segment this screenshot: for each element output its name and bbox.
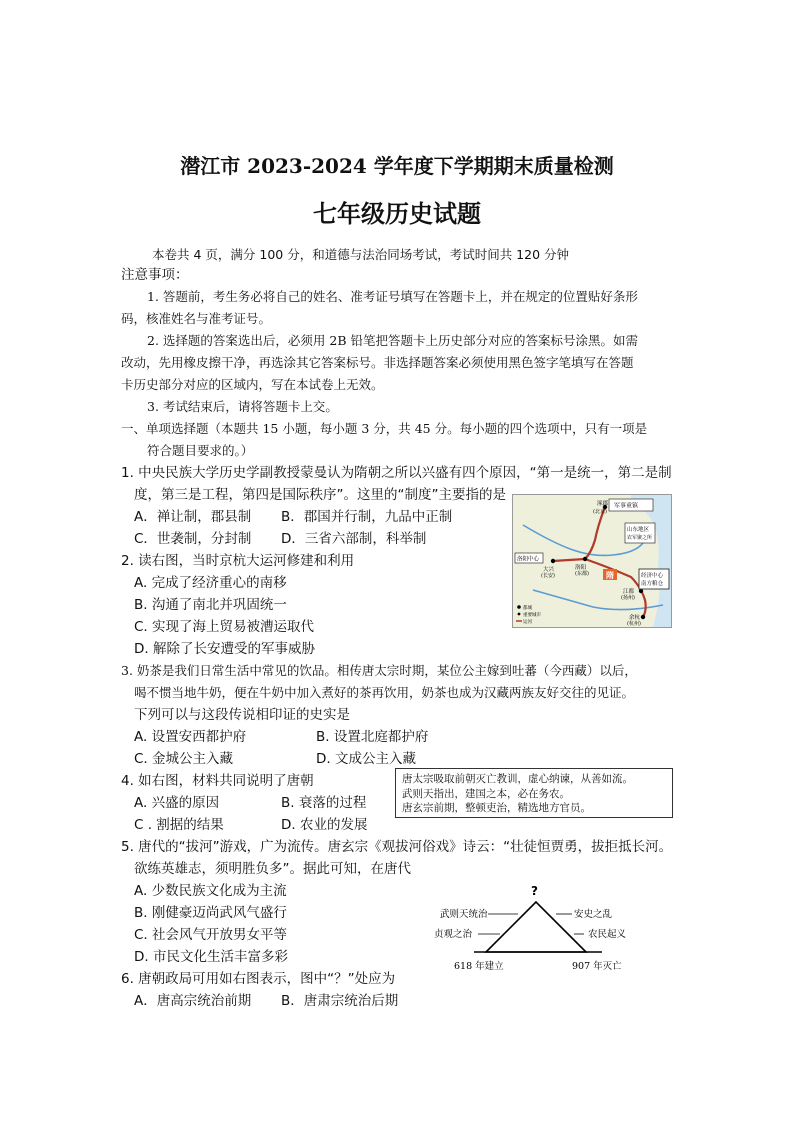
map-label-yuhang: 余杭 — [629, 615, 641, 621]
q6-label-wuzetian: 武则天统治 — [440, 909, 488, 920]
q4-material-line-3: 唐玄宗前期，整顿吏治，精选地方官员。 — [402, 802, 591, 814]
q4-material-box — [395, 768, 673, 818]
q3-stem-line-3: 下列可以与这段传说相印证的史实是 — [134, 707, 350, 723]
q5-stem-line-2: 欲练英雄志，须明胜负多”。据此可知，在唐代 — [134, 861, 411, 877]
map-label-changan: (长安) — [541, 573, 555, 579]
map-label-zhuojun: 涿郡 — [597, 501, 609, 507]
map-label-jiangdu: 江都 — [623, 589, 635, 595]
q6-label-618: 618 年建立 — [454, 961, 504, 972]
map-label-daxing: 大兴 — [543, 567, 555, 573]
q4-stem: 4. 如右图，材料共同说明了唐朝 — [121, 773, 314, 789]
q2-option-c: C. 实现了海上贸易被漕运取代 — [134, 619, 315, 635]
map-label-yangzhou: (扬州) — [621, 595, 635, 601]
map-label-jingji: 经济中心 — [641, 573, 664, 579]
q2-option-b: B. 沟通了南北并巩固统一 — [134, 597, 287, 613]
q6-tang-diagram — [434, 880, 680, 992]
q1-option-a: A．禅让制，郡县制 — [134, 509, 252, 525]
q6-question-mark: ? — [531, 884, 538, 898]
q1-option-b: B．郡国并行制，九品中正制 — [281, 509, 453, 525]
q4-material-line-1: 唐太宗吸取前朝灭亡教训，虚心纳谏，从善如流。 — [402, 773, 633, 785]
q4-option-b: B. 衰落的过程 — [281, 795, 367, 811]
notice-line-5: 卡历史部分对应的区域内，写在本试卷上无效。 — [121, 377, 384, 392]
q3-stem-line-2: 喝不惯当地牛奶，便在牛奶中加入煮好的茶再饮用，奶茶也成为汉藏两族友好交往的见证。 — [134, 685, 635, 700]
notice-line-1: 1. 答题前，考生务必将自己的姓名、准考证号填写在答题卡上，并在规定的位置贴好条形 — [147, 289, 638, 304]
map-label-luoyang-center: 洛阳中心 — [517, 556, 540, 563]
q6-stem: 6. 唐朝政局可用如右图表示，图中“？”处应为 — [121, 971, 396, 987]
section-heading-line-2: 符合题目要求的。） — [147, 443, 254, 458]
q1-option-c: C．世袭制，分封制 — [134, 531, 252, 547]
q3-option-b: B. 设置北庭都护府 — [316, 729, 429, 745]
map-legend-canal: 运河 — [523, 620, 532, 625]
map-label-sui: 隋 — [606, 571, 614, 580]
q1-stem-line-2: 度，第三是工程，第四是国际秩序”。这里的“制度”主要指的是 — [134, 487, 506, 503]
map-label-luoyang: 洛阳 — [575, 565, 587, 571]
q4-option-d: D. 农业的发展 — [281, 817, 368, 833]
q6-option-b: B．唐肃宗统治后期 — [281, 993, 399, 1009]
map-legend-capital: 都城 — [523, 606, 532, 611]
q6-label-zhenguan: 贞观之治 — [434, 929, 473, 940]
q1-option-d: D．三省六部制，科举制 — [281, 531, 427, 547]
q4-material-line-2: 武则天指出，建国之本，必在务农。 — [402, 787, 570, 800]
q2-option-d: D. 解除了长安遭受的军事威胁 — [134, 641, 315, 657]
notice-line-3: 2. 选择题的答案选出后，必须用 2B 铅笔把答题卡上历史部分对应的答案标号涂黑。如需 — [147, 333, 638, 348]
map-label-shandong: 山东地区 — [627, 527, 650, 533]
map-label-dongdu: (东都) — [575, 571, 589, 577]
map-legend-city: 重要城市 — [523, 613, 541, 618]
map-label-liangcang: 南方粮仓 — [641, 581, 664, 587]
section-heading-line-1: 一、单项选择题（本题共 15 小题，每小题 3 分，共 45 分。每小题的四个选项中，只有一项是 — [121, 421, 648, 436]
notice-line-2: 码，核准姓名与准考证号。 — [121, 311, 272, 326]
q2-stem: 2. 读右图，当时京杭大运河修建和利用 — [121, 553, 355, 569]
q6-option-a: A．唐高宗统治前期 — [134, 993, 252, 1009]
q3-option-d: D. 文成公主入藏 — [316, 751, 416, 767]
notice-line-6: 3. 考试结束后，请将答题卡上交。 — [147, 399, 338, 414]
q4-option-c: C . 割据的结果 — [134, 817, 224, 833]
map-label-nongjun: 农军聚之所 — [627, 535, 653, 541]
map-label-junshi: 军事重镇 — [614, 502, 639, 510]
q3-option-c: C. 金城公主入藏 — [134, 751, 234, 767]
q2-option-a: A. 完成了经济重心的南移 — [134, 575, 287, 591]
q1-stem-line-1: 1. 中央民族大学历史学副教授蒙曼认为隋朝之所以兴盛有四个原因，“第一是统一，第二是制 — [121, 465, 672, 481]
q6-label-907: 907 年灭亡 — [572, 961, 622, 972]
grand-canal-map — [512, 494, 672, 628]
q5-stem-line-1: 5. 唐代的“拔河”游戏，广为流传。唐玄宗《观拔河俗戏》诗云：“壮徒恒贾勇，拔拒抵长河。 — [121, 839, 673, 855]
notice-heading: 注意事项： — [121, 267, 189, 283]
q6-label-nongmin: 农民起义 — [588, 929, 627, 940]
q4-option-a: A. 兴盛的原因 — [134, 795, 220, 811]
exam-title: 潜江市 2023-2024 学年度下学期期末质量检测 — [180, 154, 614, 178]
notice-line-4: 改动，先用橡皮擦干净，再选涂其它答案标号。非选择题答案必须使用黑色签字笔填写在答题 — [121, 355, 634, 370]
q5-option-b: B. 刚健豪迈尚武风气盛行 — [134, 905, 287, 921]
q5-option-a: A. 少数民族文化成为主流 — [134, 883, 287, 899]
q6-label-anshi: 安史之乱 — [574, 909, 613, 920]
q5-option-c: C. 社会风气开放男女平等 — [134, 927, 288, 943]
map-label-hangzhou: (杭州) — [627, 621, 641, 627]
map-label-beijing: (北京) — [593, 509, 607, 515]
q3-stem-line-1: 3. 奶茶是我们日常生活中常见的饮品。相传唐太宗时期，某位公主嫁到吐蕃（今西藏）以后， — [121, 663, 637, 678]
exam-intro: 本卷共 4 页，满分 100 分，和道德与法治同场考试，考试时间共 120 分钟 — [152, 247, 570, 262]
q5-option-d: D. 市民文化生活丰富多彩 — [134, 949, 288, 965]
q3-option-a: A. 设置安西都护府 — [134, 729, 247, 745]
exam-subtitle: 七年级历史试题 — [313, 199, 481, 228]
